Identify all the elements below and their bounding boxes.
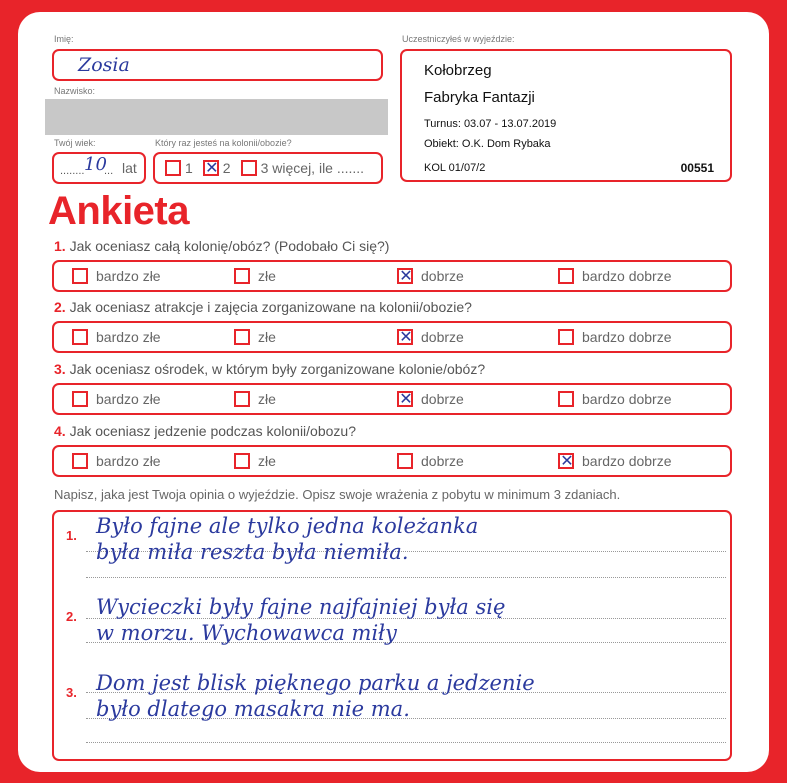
option-1-4[interactable]: [558, 268, 672, 284]
ktory-raz-checkbox-1[interactable]: [165, 160, 181, 176]
question-label: Jak oceniasz ośrodek, w którym były zorganizowane kolonie/obóz?: [69, 361, 486, 377]
option-checkbox[interactable]: [72, 391, 88, 407]
question-label: Jak oceniasz atrakcje i zajęcia zorganizowane na kolonii/obozie?: [69, 299, 472, 315]
option-checkbox[interactable]: [558, 268, 574, 284]
wiek-value: 10: [84, 154, 107, 175]
question-3-text: [54, 361, 485, 377]
answer-number: 2.: [66, 609, 77, 624]
option-checkbox[interactable]: [397, 391, 413, 407]
question-number: 1.: [54, 238, 66, 254]
dotted-line: [86, 742, 726, 743]
option-label: dobrze: [421, 453, 464, 469]
option-label: złe: [258, 453, 276, 469]
option-2-4[interactable]: [558, 329, 672, 345]
answer-number: 1.: [66, 528, 77, 543]
option-label: dobrze: [421, 329, 464, 345]
survey-title: Ankieta: [48, 189, 189, 233]
option-label: bardzo dobrze: [582, 329, 672, 345]
option-label: złe: [258, 329, 276, 345]
question-4-options: [52, 445, 732, 477]
option-3-1[interactable]: [72, 391, 161, 407]
ktory-raz-option-1: 1: [185, 160, 193, 176]
ktory-raz-field: [153, 152, 383, 184]
answer-2-line-1: Wycieczki były fajne najfajniej była się: [96, 595, 506, 619]
ktory-raz-option-3: 3 więcej, ile .......: [260, 160, 365, 176]
option-label: bardzo dobrze: [582, 453, 672, 469]
ktory-raz-option-2: 2: [222, 160, 231, 176]
answer-2-line-2: w morzu. Wychowawca miły: [96, 621, 397, 645]
question-3-options: [52, 383, 732, 415]
trip-turnus: Turnus: 03.07 - 13.07.2019: [424, 118, 557, 130]
check-mark-icon: ✕: [399, 389, 413, 408]
option-checkbox[interactable]: [72, 329, 88, 345]
imie-field[interactable]: [52, 49, 383, 81]
imie-value: Zosia: [78, 54, 130, 76]
option-checkbox[interactable]: [558, 391, 574, 407]
question-label: Jak oceniasz całą kolonię/obóz? (Podobało Ci się?): [69, 238, 390, 254]
option-1-3[interactable]: [397, 268, 464, 284]
check-mark-icon: ✕: [560, 451, 574, 470]
option-3-3[interactable]: [397, 391, 464, 407]
option-2-2[interactable]: [234, 329, 276, 345]
trip-obiekt: Obiekt: O.K. Dom Rybaka: [424, 138, 551, 150]
option-label: bardzo dobrze: [582, 268, 672, 284]
question-number: 4.: [54, 423, 66, 439]
option-checkbox[interactable]: [397, 453, 413, 469]
opinion-prompt: Napisz, jaka jest Twoja opinia o wyjeździe. Opisz swoje wrażenia z pobytu w minimum 3 zdaniach.: [54, 487, 621, 502]
option-checkbox[interactable]: [72, 268, 88, 284]
question-label: Jak oceniasz jedzenie podczas kolonii/obozu?: [69, 423, 356, 439]
option-1-2[interactable]: [234, 268, 276, 284]
answer-1-line-1: Było fajne ale tylko jedna koleżanka: [96, 514, 479, 538]
trip-company: Fabryka Fantazji: [424, 89, 535, 106]
option-1-1[interactable]: [72, 268, 161, 284]
question-4-text: [54, 423, 356, 439]
wiek-dots-right: ...: [104, 165, 114, 177]
wiek-dots-left: ........: [60, 165, 85, 177]
trip-city: Kołobrzeg: [424, 62, 492, 79]
wiek-field[interactable]: [52, 152, 146, 184]
option-2-1[interactable]: [72, 329, 161, 345]
option-label: bardzo złe: [96, 391, 161, 407]
option-checkbox[interactable]: [397, 268, 413, 284]
option-4-3[interactable]: [397, 453, 464, 469]
option-label: złe: [258, 391, 276, 407]
option-4-1[interactable]: [72, 453, 161, 469]
answer-3-line-2: było dlatego masakra nie ma.: [96, 697, 410, 721]
option-checkbox[interactable]: [558, 453, 574, 469]
question-2-options: [52, 321, 732, 353]
option-checkbox[interactable]: [234, 391, 250, 407]
question-2-text: [54, 299, 472, 315]
option-checkbox[interactable]: [234, 453, 250, 469]
ktory-raz-checkbox-3[interactable]: [241, 160, 257, 176]
nazwisko-redacted: [45, 99, 388, 135]
option-4-2[interactable]: [234, 453, 276, 469]
option-3-4[interactable]: [558, 391, 672, 407]
option-checkbox[interactable]: [558, 329, 574, 345]
option-label: bardzo złe: [96, 329, 161, 345]
option-2-3[interactable]: [397, 329, 464, 345]
answer-1-line-2: była miła reszta była niemiła.: [96, 540, 409, 564]
question-1-text: [54, 238, 389, 254]
ktory-raz-checkbox-2[interactable]: ✕: [203, 160, 219, 176]
option-label: złe: [258, 268, 276, 284]
option-label: dobrze: [421, 268, 464, 284]
answer-3-line-1: Dom jest blisk pięknego parku a jedzenie: [96, 671, 535, 695]
wiek-label: Twój wiek:: [54, 138, 96, 148]
answer-number: 3.: [66, 685, 77, 700]
trip-label: Uczestniczyłeś w wyjeździe:: [402, 34, 515, 44]
question-number: 2.: [54, 299, 66, 315]
question-number: 3.: [54, 361, 66, 377]
option-checkbox[interactable]: [72, 453, 88, 469]
dotted-line: [86, 577, 726, 578]
option-4-4[interactable]: [558, 453, 672, 469]
option-checkbox[interactable]: [397, 329, 413, 345]
imie-label: Imię:: [54, 34, 74, 44]
option-label: dobrze: [421, 391, 464, 407]
option-label: bardzo złe: [96, 268, 161, 284]
check-mark-icon: ✕: [399, 327, 413, 346]
option-checkbox[interactable]: [234, 268, 250, 284]
option-3-2[interactable]: [234, 391, 276, 407]
check-mark-icon: ✕: [399, 266, 413, 285]
trip-number: 00551: [680, 161, 714, 175]
lat-label: lat: [122, 160, 137, 176]
option-label: bardzo dobrze: [582, 391, 672, 407]
option-checkbox[interactable]: [234, 329, 250, 345]
trip-code: KOL 01/07/2: [424, 162, 486, 174]
question-1-options: [52, 260, 732, 292]
nazwisko-label: Nazwisko:: [54, 86, 96, 96]
ktory-raz-label: Który raz jesteś na kolonii/obozie?: [155, 138, 292, 148]
trip-box: [400, 49, 732, 182]
option-label: bardzo złe: [96, 453, 161, 469]
